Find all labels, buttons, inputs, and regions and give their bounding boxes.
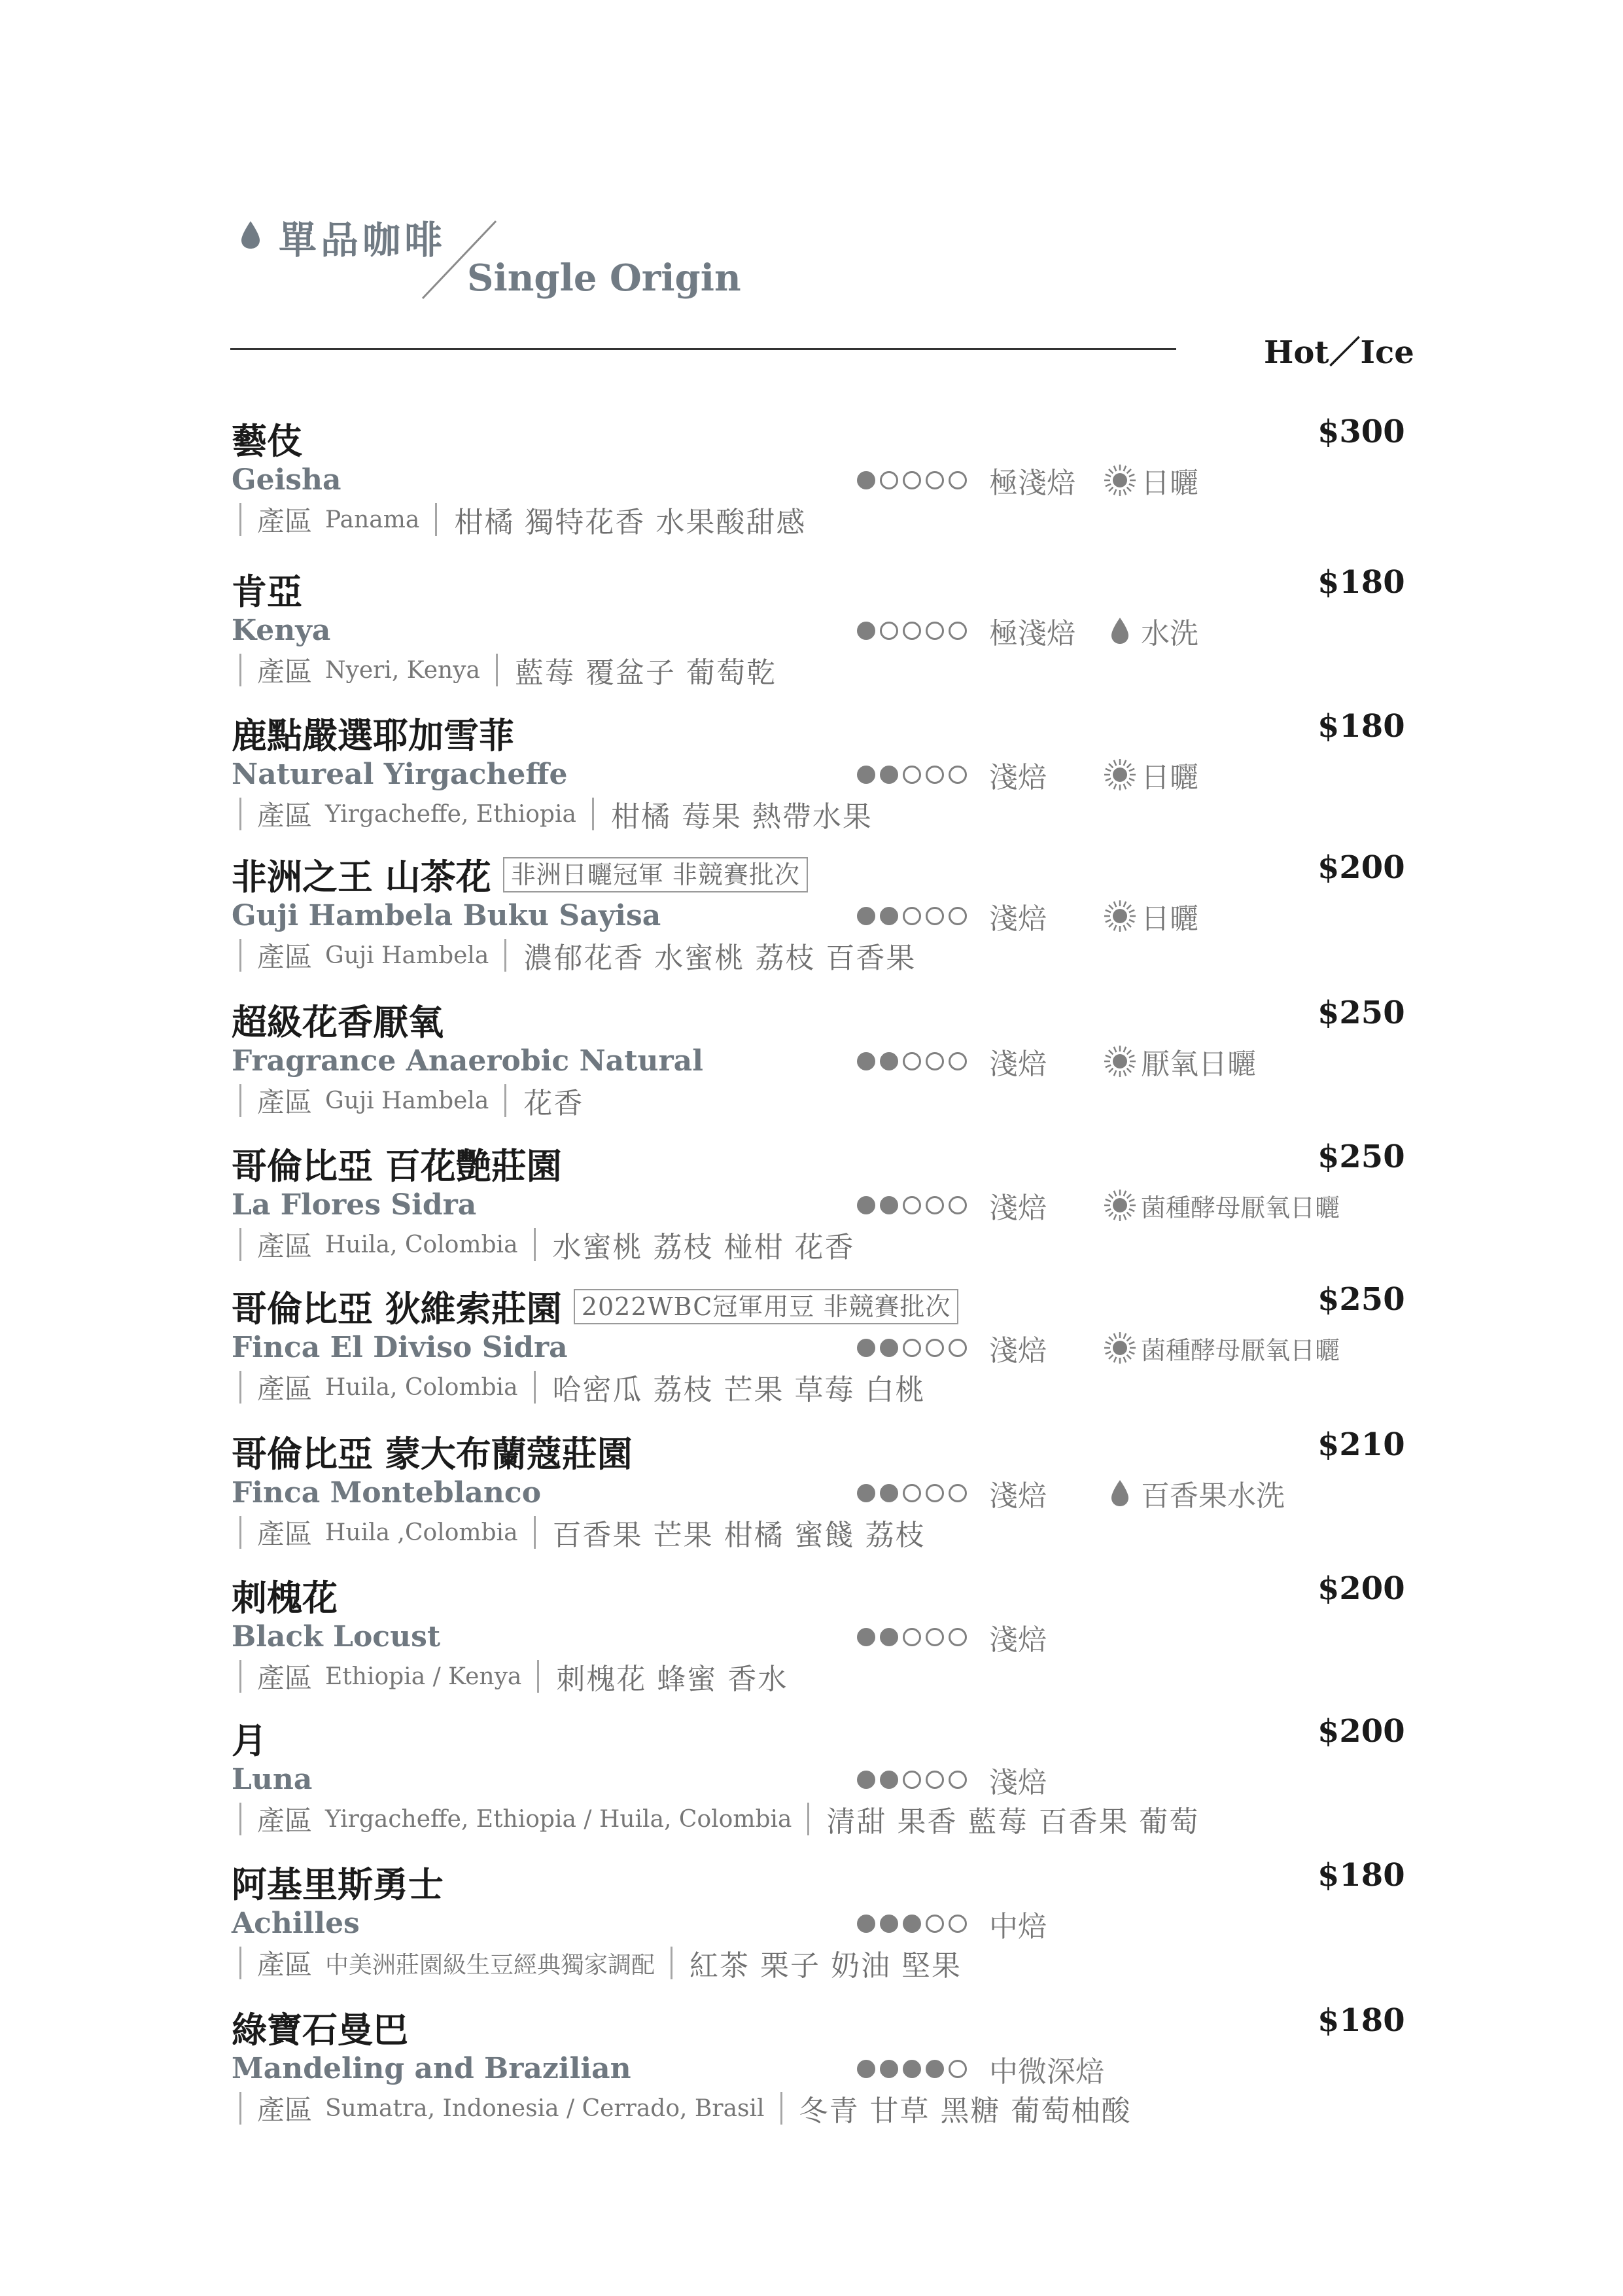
roast-dots bbox=[857, 1915, 967, 1933]
section-title-zh: 單品咖啡 bbox=[279, 218, 447, 262]
divider-bar bbox=[239, 654, 241, 686]
item-name-zh-text: 哥倫比亞 狄維索莊園 bbox=[232, 1288, 562, 1330]
process-method bbox=[1103, 1475, 1285, 1511]
roast-dot-empty bbox=[903, 1628, 921, 1646]
origin-value: 中美洲莊園級生豆經典獨家調配 bbox=[325, 1951, 655, 1979]
item-name-en: Finca El Diviso Sidra bbox=[232, 1331, 568, 1364]
flavor-notes: 清甜 果香 藍莓 百香果 葡萄 bbox=[826, 1805, 1200, 1839]
roast-dot-empty bbox=[949, 1915, 967, 1933]
roast-dots bbox=[857, 1628, 967, 1646]
divider-bar bbox=[504, 1084, 506, 1117]
roast-dot-filled bbox=[857, 1628, 875, 1646]
origin-value: Guji Hambela bbox=[325, 1087, 489, 1114]
roast-label: 淺焙 bbox=[989, 761, 1047, 794]
origin-label: 產區 bbox=[257, 1230, 313, 1262]
flavor-notes: 柑橘 獨特花香 水果酸甜感 bbox=[454, 506, 807, 539]
section-title-en: Single Origin bbox=[467, 256, 741, 300]
divider-bar bbox=[239, 1660, 241, 1693]
origin-label: 產區 bbox=[257, 1662, 313, 1694]
roast-dot-empty bbox=[903, 1196, 921, 1214]
item-name-zh-text: 哥倫比亞 百花艷莊園 bbox=[232, 1145, 562, 1187]
roast-dot-filled bbox=[880, 2060, 898, 2078]
divider-bar bbox=[534, 1516, 536, 1549]
roast-label: 淺焙 bbox=[989, 1192, 1047, 1225]
item-details bbox=[239, 2089, 1132, 2128]
item-details bbox=[239, 1513, 926, 1552]
item-name-en: Black Locust bbox=[232, 1620, 441, 1653]
roast-dot-empty bbox=[926, 766, 944, 784]
divider-bar bbox=[239, 798, 241, 830]
menu-item bbox=[0, 564, 1623, 708]
roast-dot-empty bbox=[903, 1339, 921, 1357]
water-drop-icon bbox=[1103, 614, 1137, 648]
roast-dot-empty bbox=[903, 766, 921, 784]
origin-label: 產區 bbox=[257, 800, 313, 832]
roast-dot-filled bbox=[880, 907, 898, 925]
item-name-zh bbox=[232, 1281, 958, 1332]
item-price: $200 bbox=[1318, 1713, 1405, 1750]
divider-bar bbox=[807, 1803, 809, 1835]
divider-bar bbox=[239, 939, 241, 972]
roast-indicator bbox=[857, 1905, 1047, 1942]
divider-bar bbox=[239, 1084, 241, 1117]
divider-bar bbox=[239, 1228, 241, 1261]
sun-icon bbox=[1103, 1044, 1137, 1078]
roast-dot-empty bbox=[949, 2060, 967, 2078]
divider-bar bbox=[534, 1371, 536, 1404]
roast-dot-filled bbox=[857, 766, 875, 784]
process-label: 菌種酵母厭氧日曬 bbox=[1141, 1335, 1340, 1365]
process-label: 日曬 bbox=[1141, 467, 1198, 500]
flavor-notes: 水蜜桃 荔枝 椪柑 花香 bbox=[552, 1231, 855, 1264]
menu-item bbox=[0, 995, 1623, 1139]
item-name-en: Natureal Yirgacheffe bbox=[232, 758, 568, 791]
roast-label: 中微深焙 bbox=[989, 2055, 1104, 2089]
origin-label: 產區 bbox=[257, 505, 313, 537]
item-name-zh-text: 阿基里斯勇士 bbox=[232, 1863, 444, 1905]
item-name-en: Fragrance Anaerobic Natural bbox=[232, 1044, 703, 1078]
origin-value: Ethiopia / Kenya bbox=[325, 1663, 522, 1690]
roast-dot-empty bbox=[903, 1484, 921, 1502]
origin-value: Sumatra, Indonesia / Cerrado, Brasil bbox=[325, 2094, 765, 2122]
item-details bbox=[239, 794, 873, 834]
process-method bbox=[1103, 612, 1198, 649]
roast-dot-empty bbox=[926, 1628, 944, 1646]
roast-dot-empty bbox=[926, 622, 944, 640]
item-details bbox=[239, 500, 806, 539]
roast-label: 淺焙 bbox=[989, 1623, 1047, 1657]
divider-bar bbox=[592, 798, 594, 830]
process-method bbox=[1103, 1330, 1340, 1366]
item-name-zh-text: 藝伎 bbox=[232, 420, 302, 462]
roast-dot-filled bbox=[857, 471, 875, 489]
roast-dot-empty bbox=[926, 1196, 944, 1214]
roast-dot-empty bbox=[949, 766, 967, 784]
item-price: $200 bbox=[1318, 1570, 1405, 1607]
roast-dot-filled bbox=[857, 2060, 875, 2078]
sun-icon bbox=[1103, 899, 1137, 933]
flavor-notes: 花香 bbox=[523, 1087, 584, 1120]
item-price: $180 bbox=[1318, 708, 1405, 745]
roast-dot-filled bbox=[880, 1052, 898, 1070]
roast-indicator bbox=[857, 612, 1075, 649]
roast-dot-filled bbox=[880, 1771, 898, 1789]
origin-value: Huila, Colombia bbox=[325, 1373, 518, 1401]
divider-bar bbox=[239, 503, 241, 536]
item-name-en: La Flores Sidra bbox=[232, 1188, 477, 1222]
process-label: 菌種酵母厭氧日曬 bbox=[1141, 1193, 1340, 1222]
roast-dot-filled bbox=[857, 1484, 875, 1502]
item-details bbox=[239, 1657, 788, 1696]
roast-dot-filled bbox=[857, 1052, 875, 1070]
item-price: $180 bbox=[1318, 2002, 1405, 2039]
roast-dot-empty bbox=[880, 622, 898, 640]
item-name-en: Luna bbox=[232, 1763, 313, 1796]
origin-value: Panama bbox=[325, 506, 420, 533]
roast-dot-filled bbox=[880, 1628, 898, 1646]
menu-item bbox=[0, 708, 1623, 852]
roast-dot-filled bbox=[903, 2060, 921, 2078]
roast-indicator bbox=[857, 1330, 1047, 1366]
process-label: 水洗 bbox=[1141, 617, 1198, 650]
roast-label: 淺焙 bbox=[989, 1334, 1047, 1368]
roast-indicator bbox=[857, 2051, 1104, 2087]
roast-dot-empty bbox=[949, 1484, 967, 1502]
water-drop-icon bbox=[1103, 1476, 1137, 1510]
roast-dots bbox=[857, 1484, 967, 1502]
roast-indicator bbox=[857, 1475, 1047, 1511]
roast-dot-empty bbox=[903, 622, 921, 640]
origin-value: Huila, Colombia bbox=[325, 1231, 518, 1258]
process-method bbox=[1103, 898, 1198, 934]
water-drop-icon bbox=[239, 220, 262, 250]
roast-dots bbox=[857, 1052, 967, 1070]
item-name-zh bbox=[232, 1139, 562, 1189]
item-name-zh bbox=[232, 849, 808, 900]
roast-dots bbox=[857, 2060, 967, 2078]
roast-dot-empty bbox=[926, 1052, 944, 1070]
item-name-zh bbox=[232, 414, 302, 464]
divider-bar bbox=[239, 1947, 241, 1979]
roast-indicator bbox=[857, 1043, 1047, 1080]
item-name-zh bbox=[232, 1570, 338, 1621]
item-details bbox=[239, 936, 916, 975]
roast-dot-empty bbox=[880, 471, 898, 489]
roast-dot-empty bbox=[949, 471, 967, 489]
roast-indicator bbox=[857, 898, 1047, 934]
roast-dot-filled bbox=[880, 1915, 898, 1933]
item-price: $250 bbox=[1318, 1281, 1405, 1318]
roast-label: 極淺焙 bbox=[989, 617, 1075, 650]
roast-dots bbox=[857, 1196, 967, 1214]
process-method bbox=[1103, 1187, 1340, 1224]
sun-icon bbox=[1103, 758, 1137, 792]
price-column-header: Hot／Ice bbox=[1264, 334, 1414, 371]
item-details bbox=[239, 650, 777, 690]
roast-dots bbox=[857, 471, 967, 489]
item-name-zh bbox=[232, 2002, 408, 2053]
item-name-zh-text: 月 bbox=[232, 1720, 267, 1761]
roast-dot-empty bbox=[949, 1628, 967, 1646]
item-price: $200 bbox=[1318, 849, 1405, 886]
item-details bbox=[239, 1943, 962, 1983]
roast-dot-filled bbox=[880, 766, 898, 784]
roast-dot-empty bbox=[926, 1484, 944, 1502]
divider-bar bbox=[780, 2092, 782, 2125]
item-name-zh bbox=[232, 1857, 444, 1907]
item-price: $250 bbox=[1318, 1139, 1405, 1175]
roast-label: 淺焙 bbox=[989, 1048, 1047, 1081]
item-tag: 2022WBC冠軍用豆 非競賽批次 bbox=[574, 1289, 959, 1324]
origin-label: 產區 bbox=[257, 941, 313, 973]
menu-item bbox=[0, 1713, 1623, 1857]
roast-dots bbox=[857, 622, 967, 640]
roast-dot-empty bbox=[926, 907, 944, 925]
roast-dot-empty bbox=[949, 1339, 967, 1357]
process-method bbox=[1103, 462, 1198, 499]
flavor-notes: 藍莓 覆盆子 葡萄乾 bbox=[515, 656, 777, 690]
menu-item bbox=[0, 414, 1623, 557]
roast-dot-empty bbox=[949, 1052, 967, 1070]
item-details bbox=[239, 1225, 855, 1264]
item-name-en: Guji Hambela Buku Sayisa bbox=[232, 899, 661, 932]
process-method bbox=[1103, 1043, 1256, 1080]
header-rule bbox=[230, 348, 1176, 350]
origin-label: 產區 bbox=[257, 1805, 313, 1837]
process-label: 日曬 bbox=[1141, 761, 1198, 794]
origin-label: 產區 bbox=[257, 1086, 313, 1118]
roast-dot-filled bbox=[857, 1339, 875, 1357]
menu-item bbox=[0, 1857, 1623, 2001]
roast-dot-filled bbox=[857, 907, 875, 925]
origin-value: Guji Hambela bbox=[325, 942, 489, 969]
divider-bar bbox=[435, 503, 437, 536]
roast-dot-filled bbox=[857, 1915, 875, 1933]
item-name-zh-text: 哥倫比亞 蒙大布蘭蔻莊園 bbox=[232, 1433, 633, 1475]
roast-label: 淺焙 bbox=[989, 902, 1047, 936]
item-name-zh bbox=[232, 708, 514, 758]
roast-indicator bbox=[857, 462, 1075, 499]
divider-bar bbox=[537, 1660, 539, 1693]
sun-icon bbox=[1103, 1331, 1137, 1365]
menu-item bbox=[0, 1139, 1623, 1282]
divider-bar bbox=[496, 654, 498, 686]
flavor-notes: 冬青 甘草 黑糖 葡萄柚酸 bbox=[799, 2094, 1132, 2128]
roast-dot-filled bbox=[857, 1771, 875, 1789]
origin-value: Yirgacheffe, Ethiopia / Huila, Colombia bbox=[325, 1805, 792, 1833]
roast-dot-empty bbox=[926, 471, 944, 489]
roast-dot-filled bbox=[880, 1339, 898, 1357]
process-method bbox=[1103, 756, 1198, 793]
sun-icon bbox=[1103, 463, 1137, 497]
sun-icon bbox=[1103, 1188, 1137, 1222]
roast-dot-filled bbox=[926, 2060, 944, 2078]
item-name-zh bbox=[232, 995, 444, 1045]
roast-label: 淺焙 bbox=[989, 1766, 1047, 1799]
roast-indicator bbox=[857, 1619, 1047, 1655]
roast-dots bbox=[857, 1771, 967, 1789]
item-name-zh bbox=[232, 564, 302, 614]
roast-dot-empty bbox=[926, 1915, 944, 1933]
roast-dot-filled bbox=[880, 1484, 898, 1502]
item-name-zh-text: 超級花香厭氧 bbox=[232, 1001, 444, 1043]
roast-dot-empty bbox=[949, 1771, 967, 1789]
item-price: $300 bbox=[1318, 414, 1405, 450]
menu-item bbox=[0, 1426, 1623, 1570]
item-name-zh-text: 非洲之王 山茶花 bbox=[232, 856, 491, 898]
roast-dot-empty bbox=[949, 1196, 967, 1214]
origin-value: Nyeri, Kenya bbox=[325, 656, 480, 684]
origin-label: 產區 bbox=[257, 1949, 313, 1981]
menu-item bbox=[0, 2002, 1623, 2146]
item-name-en: Kenya bbox=[232, 614, 331, 647]
item-price: $250 bbox=[1318, 995, 1405, 1031]
item-name-zh-text: 綠寶石曼巴 bbox=[232, 2009, 408, 2051]
item-name-en: Achilles bbox=[232, 1907, 360, 1940]
menu-item bbox=[0, 849, 1623, 993]
process-label: 日曬 bbox=[1141, 902, 1198, 936]
divider-bar bbox=[239, 2092, 241, 2125]
roast-dot-empty bbox=[949, 622, 967, 640]
origin-value: Huila ,Colombia bbox=[325, 1519, 518, 1546]
menu-item bbox=[0, 1281, 1623, 1425]
origin-value: Yirgacheffe, Ethiopia bbox=[325, 800, 576, 828]
item-details bbox=[239, 1368, 926, 1407]
roast-dot-empty bbox=[926, 1771, 944, 1789]
origin-label: 產區 bbox=[257, 656, 313, 688]
item-name-en: Mandeling and Brazilian bbox=[232, 2052, 631, 2085]
item-price: $180 bbox=[1318, 564, 1405, 601]
roast-dot-empty bbox=[903, 1052, 921, 1070]
item-name-zh bbox=[232, 1713, 267, 1763]
roast-label: 中焙 bbox=[989, 1910, 1047, 1943]
origin-label: 產區 bbox=[257, 1518, 313, 1550]
item-name-en: Finca Monteblanco bbox=[232, 1476, 542, 1510]
origin-label: 產區 bbox=[257, 2094, 313, 2126]
origin-label: 產區 bbox=[257, 1373, 313, 1405]
divider-bar bbox=[534, 1228, 536, 1261]
roast-dot-empty bbox=[903, 1771, 921, 1789]
roast-label: 淺焙 bbox=[989, 1479, 1047, 1513]
item-name-zh-text: 刺槐花 bbox=[232, 1577, 338, 1619]
item-price: $180 bbox=[1318, 1857, 1405, 1894]
roast-indicator bbox=[857, 756, 1047, 793]
divider-bar bbox=[239, 1371, 241, 1404]
flavor-notes: 百香果 芒果 柑橘 蜜餞 荔枝 bbox=[552, 1519, 926, 1552]
divider-bar bbox=[239, 1516, 241, 1549]
flavor-notes: 柑橘 莓果 熱帶水果 bbox=[610, 800, 873, 834]
process-label: 厭氧日曬 bbox=[1141, 1048, 1256, 1081]
roast-dot-empty bbox=[903, 471, 921, 489]
roast-dot-empty bbox=[926, 1339, 944, 1357]
divider-bar bbox=[239, 1803, 241, 1835]
roast-indicator bbox=[857, 1187, 1047, 1224]
divider-bar bbox=[504, 939, 506, 972]
divider-bar bbox=[671, 1947, 672, 1979]
item-price: $210 bbox=[1318, 1426, 1405, 1463]
roast-dot-filled bbox=[903, 1915, 921, 1933]
flavor-notes: 刺槐花 蜂蜜 香水 bbox=[556, 1663, 788, 1696]
item-name-zh-text: 鹿點嚴選耶加雪菲 bbox=[232, 715, 514, 756]
roast-dots bbox=[857, 1339, 967, 1357]
roast-dots bbox=[857, 907, 967, 925]
item-name-zh-text: 肯亞 bbox=[232, 571, 302, 612]
item-details bbox=[239, 1799, 1199, 1839]
roast-label: 極淺焙 bbox=[989, 467, 1075, 500]
roast-dots bbox=[857, 766, 967, 784]
flavor-notes: 哈密瓜 荔枝 芒果 草莓 白桃 bbox=[552, 1373, 926, 1407]
roast-dot-empty bbox=[903, 907, 921, 925]
item-details bbox=[239, 1081, 584, 1120]
roast-dot-filled bbox=[880, 1196, 898, 1214]
item-name-en: Geisha bbox=[232, 463, 341, 497]
menu-item bbox=[0, 1570, 1623, 1714]
process-label: 百香果水洗 bbox=[1141, 1479, 1285, 1513]
item-tag: 非洲日曬冠軍 非競賽批次 bbox=[503, 857, 808, 892]
item-name-zh bbox=[232, 1426, 633, 1477]
flavor-notes: 紅茶 栗子 奶油 堅果 bbox=[689, 1949, 962, 1983]
roast-dot-empty bbox=[949, 907, 967, 925]
flavor-notes: 濃郁花香 水蜜桃 荔枝 百香果 bbox=[523, 942, 916, 975]
roast-dot-filled bbox=[857, 622, 875, 640]
roast-indicator bbox=[857, 1761, 1047, 1798]
roast-dot-filled bbox=[857, 1196, 875, 1214]
